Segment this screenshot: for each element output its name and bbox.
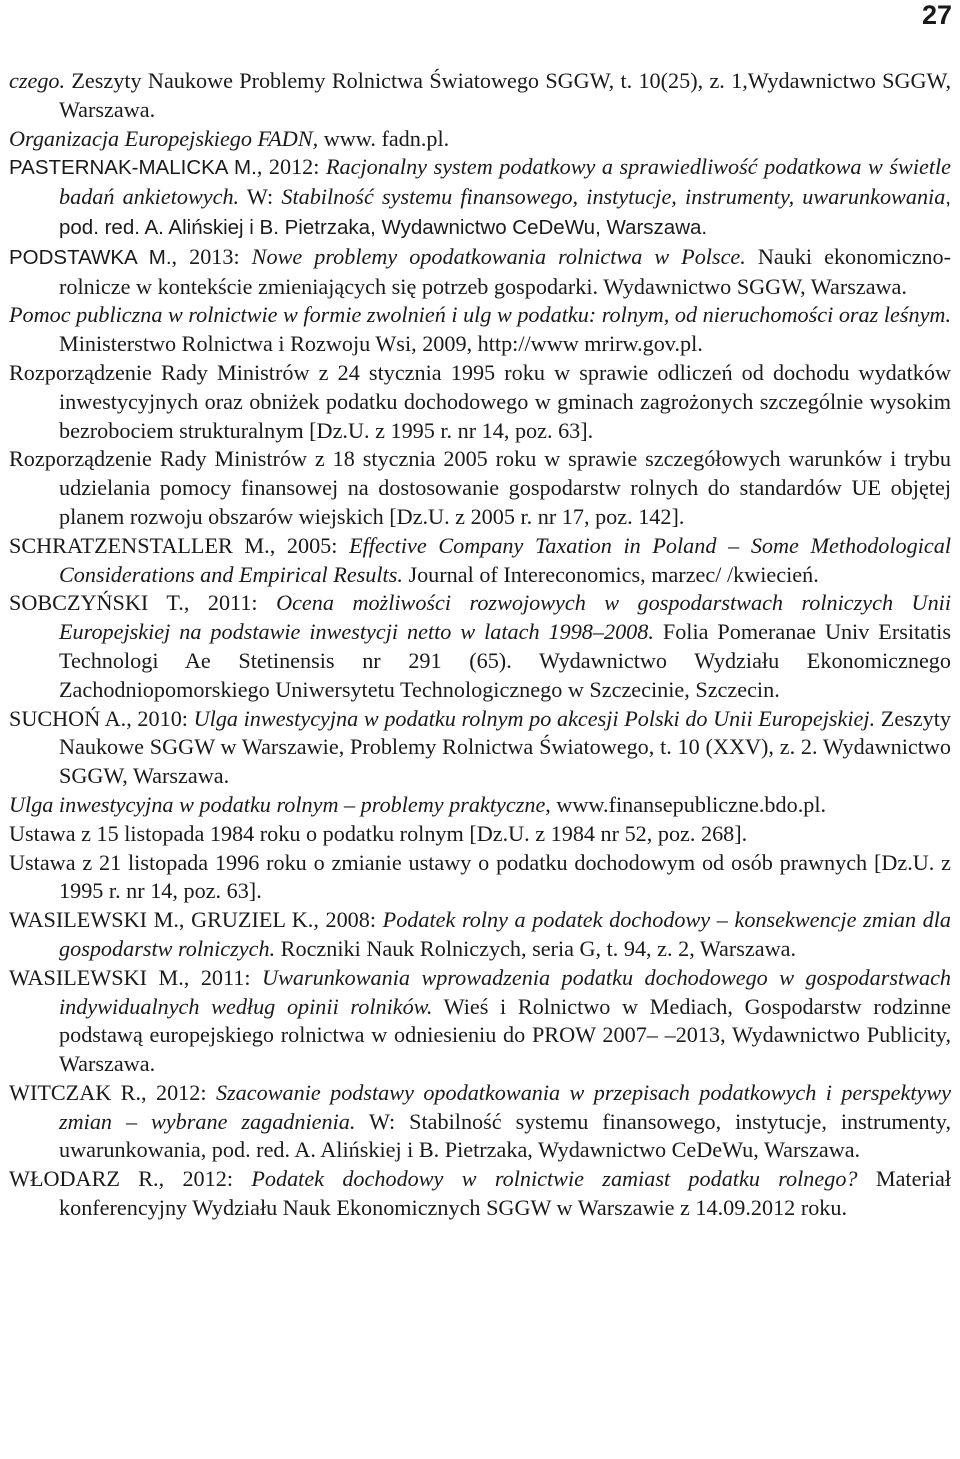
- reference-entry: [9, 1079, 951, 1165]
- reference-title: Szacowanie podstawy opodatkowania w przepisach podatkowych i perspektywy zmian – wybrane zagadnienia.: [59, 1079, 951, 1134]
- reference-entry: [9, 359, 951, 445]
- reference-title: Ocena możliwości rozwojowych w gospodarstwach rolniczych Unii Europejskiej na podstawie inwestycji netto w latach 1998–2008.: [59, 590, 951, 645]
- reference-text: , 2005:: [269, 532, 350, 558]
- reference-text: , 2008:: [313, 907, 383, 933]
- reference-text: WASILEWSKI M.: [9, 964, 184, 990]
- reference-text: SUCHOŃ A.: [9, 705, 127, 731]
- reference-title: Ulga inwestycyjna w podatku rolnym po akcesji Polski do Unii Europejskiej.: [193, 705, 876, 731]
- reference-title: Racjonalny system podatkowy a sprawiedliwość podatkowa w świetle badań ankietowych.: [59, 154, 952, 210]
- reference-title: Ulga inwestycyjna w podatku rolnym – problemy praktyczne: [9, 791, 546, 817]
- reference-text: Ustawa z 15 listopada 1984 roku o podatku rolnym [Dz.U. z 1984 nr 52, poz. 268].: [9, 820, 748, 846]
- reference-text: www. fadn.pl.: [318, 125, 450, 151]
- reference-title: Uwarunkowania wprowadzenia podatku dochodowego w gospodarstwach indywidualnych według opinii rolników.: [59, 964, 952, 1019]
- reference-entry: [9, 532, 951, 590]
- reference-title: Stabilność systemu finansowego, instytucje, instrumenty, uwarunkowania: [281, 184, 946, 210]
- reference-entry: [9, 67, 951, 125]
- reference-entry: [9, 906, 951, 964]
- reference-entry: [9, 849, 951, 907]
- reference-text: WASILEWSKI M., GRUZIEL K.: [9, 907, 314, 933]
- reference-title: Pomoc publiczna w rolnictwie w formie zwolnień i ulg w podatku: rolnym, od nieruchomości oraz leśnym.: [9, 302, 951, 328]
- reference-text: Rozporządzenie Rady Ministrów z 18 stycznia 2005 roku w sprawie szczegółowych warunków i trybu udzielania pomocy finansowej na dostosowanie gospodarstw rolnych do standardów UE objętej planem rozwoju obszarów wiejskich [Dz.U. z 2005 r. nr 17, poz. 142].: [9, 446, 951, 529]
- reference-text: , 2012:: [141, 1079, 216, 1105]
- reference-title: Organizacja Europejskiego FADN,: [9, 125, 319, 151]
- page-number: 27: [921, 0, 952, 30]
- reference-title: Podatek rolny a podatek dochodowy – konsekwencje zmian dla gospodarstw rolniczych.: [59, 907, 952, 961]
- reference-text: Materiał konferencyjny Wydziału Nauk Ekonomicznych SGGW w Warszawie z 14.09.2012 roku.: [59, 1166, 952, 1221]
- reference-text: PASTERNAK-MALICKA M.: [9, 156, 257, 180]
- reference-text: , 2010:: [126, 705, 194, 731]
- reference-title: Effective Company Taxation in Poland – Some Methodological Considerations and Empirical Results.: [59, 532, 952, 587]
- reference-text: , 2011:: [183, 590, 277, 616]
- reference-text: , 2011:: [183, 964, 263, 990]
- reference-text: Wieś i Rolnictwo w Mediach, Gospodarstw rodzinne podstawą europejskiego rolnictwa w odniesieniu do PROW 2007– –2013, Wydawnictwo Publicity, Warszawa.: [59, 993, 951, 1077]
- reference-text: Zeszyty Naukowe Problemy Rolnictwa Światowego SGGW, t. 10(25), z. 1,Wydawnictwo SGGW, Warszawa.: [59, 68, 951, 122]
- reference-text: Ministerstwo Rolnictwa i Rozwoju Wsi, 2009, http://www mrirw.gov.pl.: [59, 331, 703, 357]
- reference-text: SOBCZYŃSKI T.: [9, 590, 184, 616]
- reference-text: SCHRATZENSTALLER M.: [9, 532, 270, 558]
- reference-text: , pod. red. A. Alińskiej i B. Pietrzaka, Wydawnictwo CeDeWu, Warszawa.: [59, 186, 951, 239]
- reference-text: W: Stabilność systemu finansowego, instytucje, instrumenty, uwarunkowania, pod. red. A. Alińskiej i B. Pietrzaka, Wydawnictwo CeDeWu, Warszawa.: [59, 1108, 951, 1163]
- reference-entry: [9, 445, 951, 531]
- reference-entry: [9, 243, 951, 302]
- reference-list: [9, 67, 951, 1223]
- reference-text: WITCZAK R.: [9, 1079, 142, 1105]
- reference-entry: [9, 153, 951, 242]
- reference-title: Podatek dochodowy w rolnictwie zamiast podatku rolnego?: [251, 1166, 858, 1192]
- reference-entry: [9, 589, 951, 704]
- reference-entry: [9, 791, 951, 820]
- reference-text: Zeszyty Naukowe SGGW w Warszawie, Problemy Rolnictwa Światowego, t. 10 (XXV), z. 2. Wydawnictwo SGGW, Warszawa.: [59, 705, 952, 789]
- reference-entry: [9, 1165, 951, 1223]
- reference-text: Rozporządzenie Rady Ministrów z 24 stycznia 1995 roku w sprawie odliczeń od dochodu wydatków inwestycyjnych oraz obniżek podatku dochodowego w gminach zagrożonych szczególnie wysokim bezrobociem strukturalnym [Dz.U. z 1995 r. nr 14, poz. 63].: [9, 359, 951, 443]
- reference-text: Folia Pomeranae Univ Ersitatis Technologi Ae Stetinensis nr 291 (65). Wydawnictwo Wydziału Ekonomicznego Zachodniopomorskiego Uniwersytetu Technologicznego w Szczecinie, Szczecin.: [59, 619, 951, 702]
- reference-text: WŁODARZ R.: [9, 1166, 159, 1192]
- reference-entry: [9, 125, 951, 154]
- reference-text: Ustawa z 21 listopada 1996 roku o zmianie ustawy o podatku dochodowym od osób prawnych [Dz.U. z 1995 r. nr 14, poz. 63].: [9, 849, 951, 904]
- reference-text: , www.finansepubliczne.bdo.pl.: [545, 791, 827, 817]
- reference-text: PODSTAWKA M.: [9, 245, 172, 269]
- reference-text: W:: [239, 184, 282, 210]
- reference-text: , 2013:: [171, 243, 252, 269]
- reference-entry: [9, 705, 951, 791]
- reference-text: Roczniki Nauk Rolniczych, seria G, t. 94, z. 2, Warszawa.: [275, 935, 797, 961]
- reference-entry: [9, 820, 951, 849]
- reference-title: Nowe problemy opodatkowania rolnictwa w Polsce.: [251, 243, 746, 269]
- reference-title: czego.: [9, 68, 66, 93]
- reference-text: , 2012:: [158, 1166, 252, 1192]
- reference-entry: [9, 964, 951, 1079]
- reference-text: , 2012:: [256, 154, 326, 180]
- reference-text: Nauki ekonomiczno-rolnicze w kontekście zmieniających się potrzeb gospodarki. Wydawnictwo SGGW, Warszawa.: [59, 243, 952, 299]
- reference-entry: [9, 301, 951, 359]
- reference-text: Journal of Intereconomics, marzec/ /kwiecień.: [402, 561, 819, 587]
